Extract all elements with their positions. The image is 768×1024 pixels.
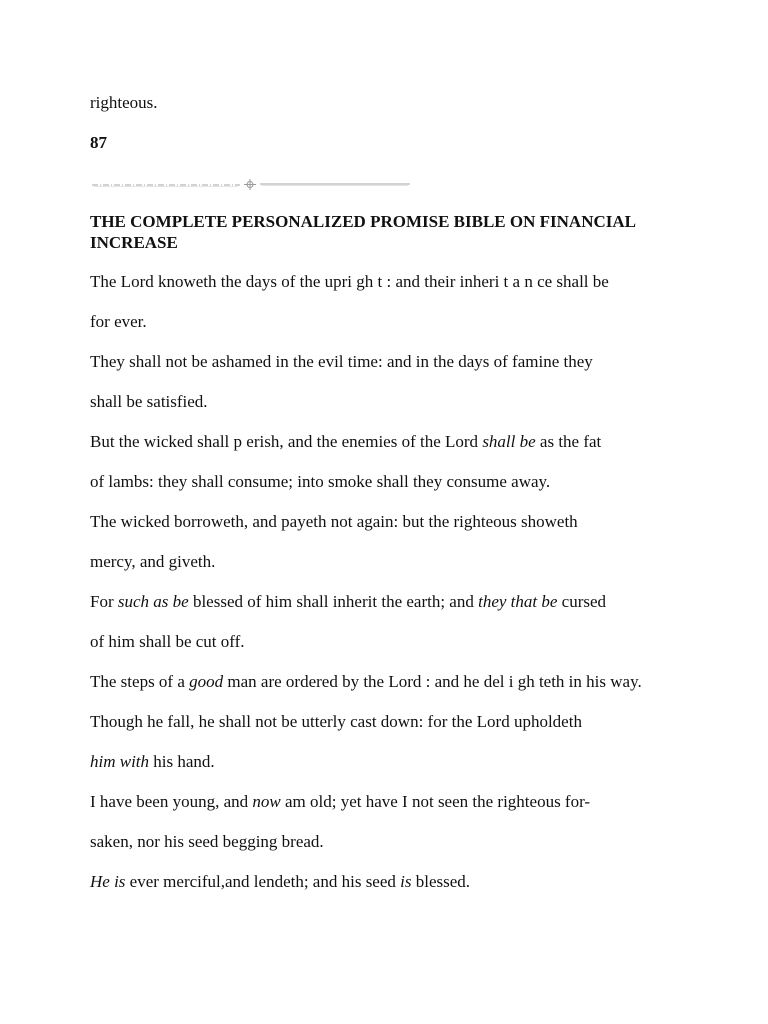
page-number: 87	[90, 133, 107, 152]
text-segment: for ever.	[90, 312, 147, 331]
verse-line	[90, 472, 550, 492]
verse-line	[90, 712, 582, 732]
verse-line	[90, 552, 215, 572]
italic-text: good	[189, 672, 224, 691]
text-segment: his hand.	[149, 752, 215, 771]
text-segment: ever merciful,and lendeth; and his seed	[125, 872, 401, 891]
italic-text: him with	[90, 752, 150, 771]
text-segment: The steps of a	[90, 672, 190, 691]
italic-text: such as be	[117, 592, 189, 611]
verse-line	[90, 792, 590, 812]
text-segment: shall be satisfied.	[90, 392, 208, 411]
verse-line	[90, 832, 324, 852]
text-segment: of lambs: they shall consume; into smoke shall they consume away.	[90, 472, 551, 491]
verse-line	[90, 872, 470, 892]
verse-line	[90, 352, 593, 372]
text-segment: of him shall be cut off.	[90, 632, 245, 651]
verse-line	[90, 272, 609, 292]
italic-text: they that be	[478, 592, 558, 611]
text-segment: blessed of him shall inherit the earth; and	[188, 592, 479, 611]
text-segment: cursed	[557, 592, 607, 611]
chapter-heading: THE COMPLETE PERSONALIZED PROMISE BIBLE ON FINANCIAL INCREASE	[90, 212, 636, 252]
italic-text: is	[400, 872, 412, 891]
verse-line	[90, 392, 208, 412]
verse-line	[90, 512, 578, 532]
text-segment: They shall not be ashamed in the evil time: and in the days of famine they	[90, 352, 593, 371]
text-segment: I have been young, and	[90, 792, 253, 811]
italic-text: shall be	[482, 432, 536, 451]
text-segment: The Lord knoweth the days of the upri gh t : and their inheri t a n ce shall be	[90, 272, 609, 291]
text-segment: But the wicked shall p erish, and the enemies of the Lord	[90, 432, 483, 451]
italic-text: He is	[90, 872, 126, 891]
verse-line	[90, 312, 147, 332]
verse-line	[90, 752, 215, 772]
text-segment: Though he fall, he shall not be utterly cast down: for the Lord upholdeth	[90, 712, 582, 731]
continued-text-line: righteous.	[90, 93, 158, 112]
text-segment: man are ordered by the Lord : and he del i gh teth in his way.	[223, 672, 642, 691]
ornamental-divider-icon	[90, 176, 412, 192]
text-segment: as the fat	[535, 432, 602, 451]
italic-text: now	[252, 792, 281, 811]
verse-line	[90, 672, 642, 692]
verse-line	[90, 592, 606, 612]
text-segment: am old; yet have I not seen the righteous for-	[280, 792, 591, 811]
verse-line	[90, 432, 601, 452]
verse-line	[90, 632, 245, 652]
text-segment: For	[90, 592, 118, 611]
text-segment: mercy, and giveth.	[90, 552, 216, 571]
text-segment: The wicked borroweth, and payeth not again: but the righteous showeth	[90, 512, 578, 531]
text-segment: blessed.	[411, 872, 471, 891]
text-segment: saken, nor his seed begging bread.	[90, 832, 324, 851]
